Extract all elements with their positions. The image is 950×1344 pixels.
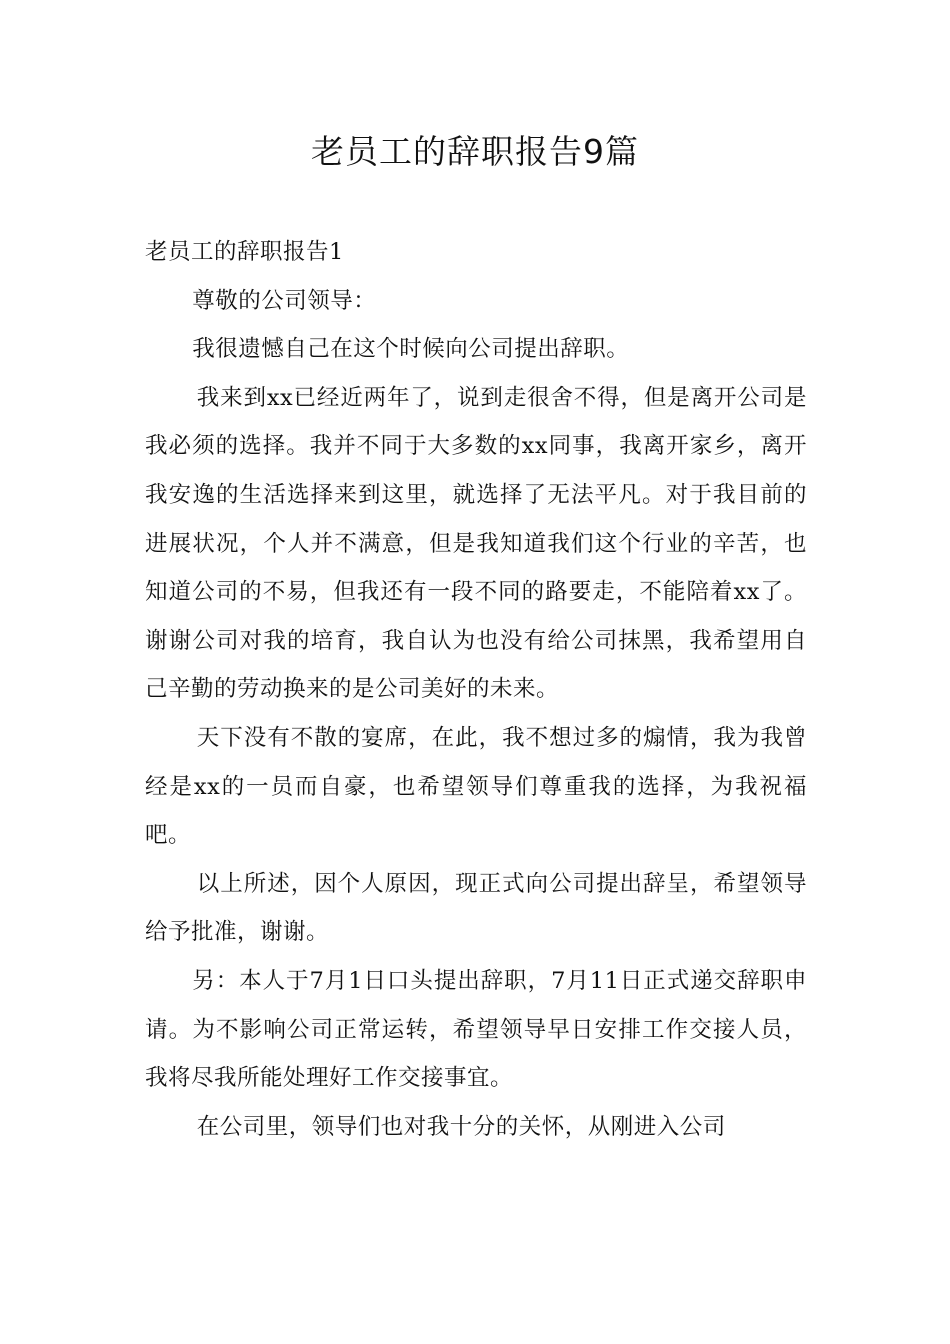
body-paragraph: 另：本人于7月1日口头提出辞职，7月11日正式递交辞职申请。为不影响公司正常运转，希望领导早日安排工作交接人员，我将尽我所能处理好工作交接事宜。	[145, 967, 807, 1092]
body-paragraph: 我很遗憾自己在这个时候向公司提出辞职。	[192, 336, 630, 363]
section-heading: 老员工的辞职报告1	[145, 239, 344, 265]
body-paragraph: 以上所述，因个人原因，现正式向公司提出辞呈，希望领导给予批准，谢谢。	[145, 870, 807, 946]
salutation: 尊敬的公司领导：	[192, 287, 377, 314]
body-paragraph: 在公司里，领导们也对我十分的关怀，从刚进入公司	[196, 1113, 726, 1140]
document-body	[145, 228, 807, 1151]
body-paragraph: 天下没有不散的宴席，在此，我不想过多的煽情，我为我曾经是xx的一员而自豪，也希望领导们尊重我的选择，为我祝福吧。	[145, 724, 807, 849]
document-title: 老员工的辞职报告9篇	[311, 132, 639, 171]
body-paragraph: 我来到xx已经近两年了，说到走很舍不得，但是离开公司是我必须的选择。我并不同于大多数的xx同事，我离开家乡，离开我安逸的生活选择来到这里，就选择了无法平凡。对于我目前的进展状况，个人并不满意，但是我知道我们这个行业的辛苦，也知道公司的不易，但我还有一段不同的路要走，不能陪着xx了。谢谢公司对我的培育，我自认为也没有给公司抹黑，我希望用自己辛勤的劳动换来的是公司美好的未来。	[145, 384, 807, 703]
